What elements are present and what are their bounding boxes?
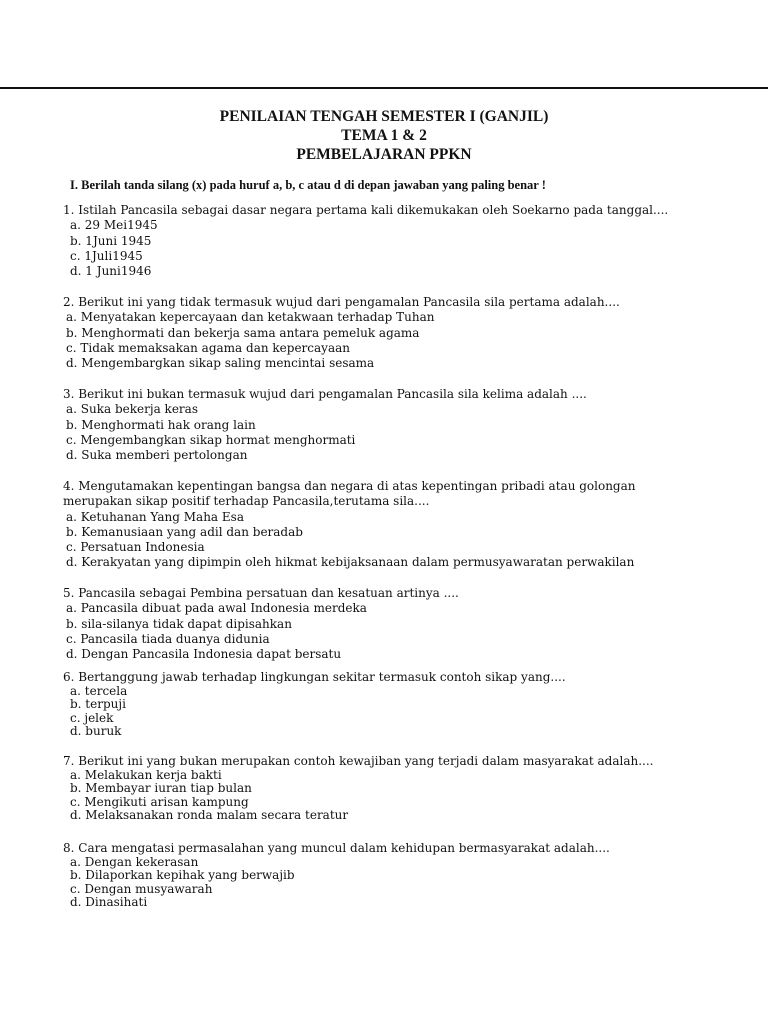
option-d: d. Kerakyatan yang dipimpin oleh hikmat kebijaksanaan dalam permusyawaratan perwakilan [66,555,635,570]
option-d: d. Dinasihati [70,895,148,910]
question-3 [63,387,587,463]
option-b: b. Kemanusiaan yang adil dan beradab [66,524,303,539]
question-text-continued: merupakan sikap positif terhadap Pancasila,terutama sila.... [63,494,430,509]
option-b: b. terpuji [70,697,126,712]
option-b: b. Menghormati dan bekerja sama antara pemeluk agama [66,325,420,340]
option-c: c. Mengikuti arisan kampung [70,794,249,809]
option-d: d. 1 Juni1946 [70,264,152,279]
option-c: c. jelek [70,710,114,725]
option-a: a. 29 Mei1945 [70,218,158,233]
option-d: d. buruk [70,724,122,739]
option-b: b. Dilaporkan kepihak yang berwajib [70,868,295,883]
option-a: a. Melakukan kerja bakti [70,767,222,782]
question-text: 3. Berikut ini bukan termasuk wujud dari pengamalan Pancasila sila kelima adalah .... [63,387,587,401]
question-text: 6. Bertanggung jawab terhadap lingkungan sekitar termasuk contoh sikap yang.... [63,670,566,684]
top-rule [0,87,768,89]
question-4 [63,479,636,571]
question-1 [63,203,668,279]
title-line-3: PEMBELAJARAN PPKN [296,146,472,163]
option-a: a. Dengan kekerasan [70,854,199,869]
question-text: 7. Berikut ini yang bukan merupakan contoh kewajiban yang terjadi dalam masyarakat adalah.... [63,754,654,768]
question-text: 8. Cara mengatasi permasalahan yang muncul dalam kehidupan bermasyarakat adalah.... [63,841,610,855]
option-a: a. tercela [70,683,128,698]
option-d: d. Dengan Pancasila Indonesia dapat bersatu [66,647,342,662]
option-a: a. Ketuhanan Yang Maha Esa [66,509,244,524]
question-6 [63,671,566,739]
question-2 [63,295,620,371]
option-c: c. Dengan musyawarah [70,881,213,896]
option-b: b. sila-silanya tidak dapat dipisahkan [66,616,292,631]
option-d: d. Mengembargkan sikap saling mencintai sesama [66,356,375,371]
option-a: a. Menyatakan kepercayaan dan ketakwaan terhadap Tuhan [66,310,435,325]
option-c: c. Mengembangkan sikap hormat menghormati [66,432,356,447]
option-a: a. Suka bekerja keras [66,402,198,417]
option-c: c. Pancasila tiada duanya didunia [66,631,270,646]
question-text: 1. Istilah Pancasila sebagai dasar negara pertama kali dikemukakan oleh Soekarno pada tanggal.... [63,203,669,217]
option-d: d. Melaksanakan ronda malam secara teratur [70,808,349,823]
question-8 [63,842,610,910]
title-line-1: PENILAIAN TENGAH SEMESTER I (GANJIL) [219,108,549,125]
option-c: c. Persatuan Indonesia [66,540,205,555]
option-b: b. Menghormati hak orang lain [66,417,256,432]
question-7 [63,755,654,823]
option-c: c. 1Juli1945 [70,248,143,263]
question-text: 5. Pancasila sebagai Pembina persatuan dan kesatuan artinya .... [63,586,459,600]
option-d: d. Suka memberi pertolongan [66,448,248,463]
question-5 [63,586,459,662]
option-a: a. Pancasila dibuat pada awal Indonesia merdeka [66,601,367,616]
option-c: c. Tidak memaksakan agama dan kepercayaan [66,340,350,355]
instruction: I. Berilah tanda silang (x) pada huruf a, b, c atau d di depan jawaban yang paling benar ! [70,178,546,192]
document-header [0,107,768,164]
option-b: b. 1Juni 1945 [70,233,152,248]
question-text: 4. Mengutamakan kepentingan bangsa dan negara di atas kepentingan pribadi atau golongan [63,479,636,493]
question-text: 2. Berikut ini yang tidak termasuk wujud dari pengamalan Pancasila sila pertama adalah.... [63,295,620,309]
title-line-2: TEMA 1 & 2 [341,127,427,144]
option-b: b. Membayar iuran tiap bulan [70,781,252,796]
